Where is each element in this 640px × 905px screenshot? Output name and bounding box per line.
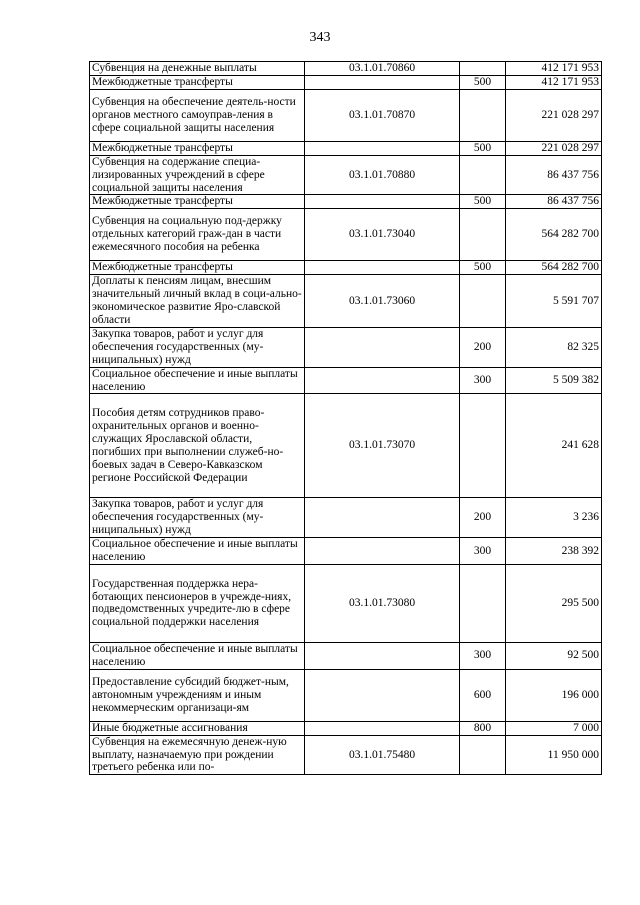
row-type-cell: 300 <box>460 642 506 669</box>
row-name-cell: Субвенция на содержание специа-лизированных учреждений в сфере социальной защиты населения <box>90 155 305 195</box>
table-row <box>90 498 602 538</box>
row-code-cell <box>305 669 460 721</box>
budget-table <box>89 61 602 775</box>
row-name-cell: Межбюджетные трансферты <box>90 195 305 209</box>
row-code-cell: 03.1.01.73060 <box>305 275 460 328</box>
row-name-cell: Субвенция на обеспечение деятель-ности органов местного самоуправ-ления в сфере социальной защиты населения <box>90 89 305 141</box>
row-name-cell: Иные бюджетные ассигнования <box>90 721 305 735</box>
row-code-cell: 03.1.01.70870 <box>305 89 460 141</box>
row-name-cell: Государственная поддержка нера-ботающих пенсионеров в учрежде-ниях, подведомственных учредите-лю в сфере социальной поддержки населения <box>90 564 305 642</box>
table-row <box>90 538 602 565</box>
row-type-cell <box>460 735 506 775</box>
row-name-cell: Доплаты к пенсиям лицам, внесшим значительный личный вклад в соци-ально-экономическое развитие Яро-славской области <box>90 275 305 328</box>
row-code-cell <box>305 75 460 89</box>
row-name-cell: Закупка товаров, работ и услуг для обеспечения государственных (му-ниципальных) нужд <box>90 327 305 367</box>
row-code-cell: 03.1.01.73070 <box>305 394 460 498</box>
row-type-cell <box>460 564 506 642</box>
row-code-cell <box>305 367 460 394</box>
row-type-cell: 300 <box>460 367 506 394</box>
table-row <box>90 564 602 642</box>
row-amount-cell: 295 500 <box>506 564 602 642</box>
row-amount-cell: 11 950 000 <box>506 735 602 775</box>
row-code-cell: 03.1.01.73040 <box>305 209 460 261</box>
row-amount-cell: 196 000 <box>506 669 602 721</box>
row-type-cell: 200 <box>460 498 506 538</box>
budget-table-body <box>90 62 602 775</box>
row-type-cell: 500 <box>460 195 506 209</box>
row-code-cell <box>305 261 460 275</box>
row-amount-cell: 5 509 382 <box>506 367 602 394</box>
row-type-cell: 500 <box>460 141 506 155</box>
row-amount-cell: 412 171 953 <box>506 75 602 89</box>
row-code-cell <box>305 538 460 565</box>
row-type-cell <box>460 155 506 195</box>
row-amount-cell: 82 325 <box>506 327 602 367</box>
table-row <box>90 261 602 275</box>
row-type-cell <box>460 275 506 328</box>
row-amount-cell: 412 171 953 <box>506 62 602 76</box>
page-number: 343 <box>309 30 331 45</box>
row-amount-cell: 92 500 <box>506 642 602 669</box>
row-amount-cell: 564 282 700 <box>506 261 602 275</box>
row-name-cell: Социальное обеспечение и иные выплаты населению <box>90 538 305 565</box>
row-name-cell: Межбюджетные трансферты <box>90 141 305 155</box>
row-code-cell <box>305 327 460 367</box>
row-name-cell: Межбюджетные трансферты <box>90 261 305 275</box>
row-amount-cell: 3 236 <box>506 498 602 538</box>
row-type-cell: 600 <box>460 669 506 721</box>
row-name-cell: Пособия детям сотрудников право-охранительных органов и военно-служащих Ярославской области, погибших при выполнении служеб-но-боевых задач в Северо-Кавказском регионе Российской Федерации <box>90 394 305 498</box>
table-row <box>90 642 602 669</box>
table-row <box>90 141 602 155</box>
row-amount-cell: 241 628 <box>506 394 602 498</box>
row-type-cell: 500 <box>460 75 506 89</box>
row-amount-cell: 238 392 <box>506 538 602 565</box>
table-row <box>90 275 602 328</box>
table-row <box>90 89 602 141</box>
row-amount-cell: 221 028 297 <box>506 89 602 141</box>
row-name-cell: Социальное обеспечение и иные выплаты населению <box>90 367 305 394</box>
row-name-cell: Межбюджетные трансферты <box>90 75 305 89</box>
row-type-cell <box>460 89 506 141</box>
row-code-cell: 03.1.01.73080 <box>305 564 460 642</box>
row-amount-cell: 86 437 756 <box>506 195 602 209</box>
row-type-cell: 300 <box>460 538 506 565</box>
row-code-cell <box>305 195 460 209</box>
table-row <box>90 62 602 76</box>
table-row <box>90 155 602 195</box>
row-amount-cell: 221 028 297 <box>506 141 602 155</box>
row-type-cell <box>460 394 506 498</box>
row-name-cell: Субвенция на социальную под-держку отдельных категорий граж-дан в части ежемесячного пособия на ребенка <box>90 209 305 261</box>
row-type-cell <box>460 62 506 76</box>
row-type-cell: 800 <box>460 721 506 735</box>
row-amount-cell: 7 000 <box>506 721 602 735</box>
table-row <box>90 669 602 721</box>
table-row <box>90 75 602 89</box>
table-row <box>90 721 602 735</box>
table-row <box>90 327 602 367</box>
row-type-cell: 500 <box>460 261 506 275</box>
row-amount-cell: 5 591 707 <box>506 275 602 328</box>
row-name-cell: Субвенция на денежные выплаты <box>90 62 305 76</box>
row-name-cell: Предоставление субсидий бюджет-ным, автономным учреждениям и иным некоммерческим организаци-ям <box>90 669 305 721</box>
row-name-cell: Закупка товаров, работ и услуг для обеспечения государственных (му-ниципальных) нужд <box>90 498 305 538</box>
row-name-cell: Социальное обеспечение и иные выплаты населению <box>90 642 305 669</box>
row-code-cell: 03.1.01.70880 <box>305 155 460 195</box>
table-row <box>90 195 602 209</box>
row-code-cell <box>305 721 460 735</box>
row-code-cell: 03.1.01.70860 <box>305 62 460 76</box>
table-row <box>90 394 602 498</box>
table-row <box>90 209 602 261</box>
row-code-cell <box>305 642 460 669</box>
row-code-cell: 03.1.01.75480 <box>305 735 460 775</box>
row-type-cell: 200 <box>460 327 506 367</box>
table-row <box>90 367 602 394</box>
row-amount-cell: 86 437 756 <box>506 155 602 195</box>
table-row <box>90 735 602 775</box>
row-amount-cell: 564 282 700 <box>506 209 602 261</box>
row-type-cell <box>460 209 506 261</box>
row-code-cell <box>305 141 460 155</box>
row-name-cell: Субвенция на ежемесячную денеж-ную выплату, назначаемую при рождении третьего ребенка или по- <box>90 735 305 775</box>
row-code-cell <box>305 498 460 538</box>
